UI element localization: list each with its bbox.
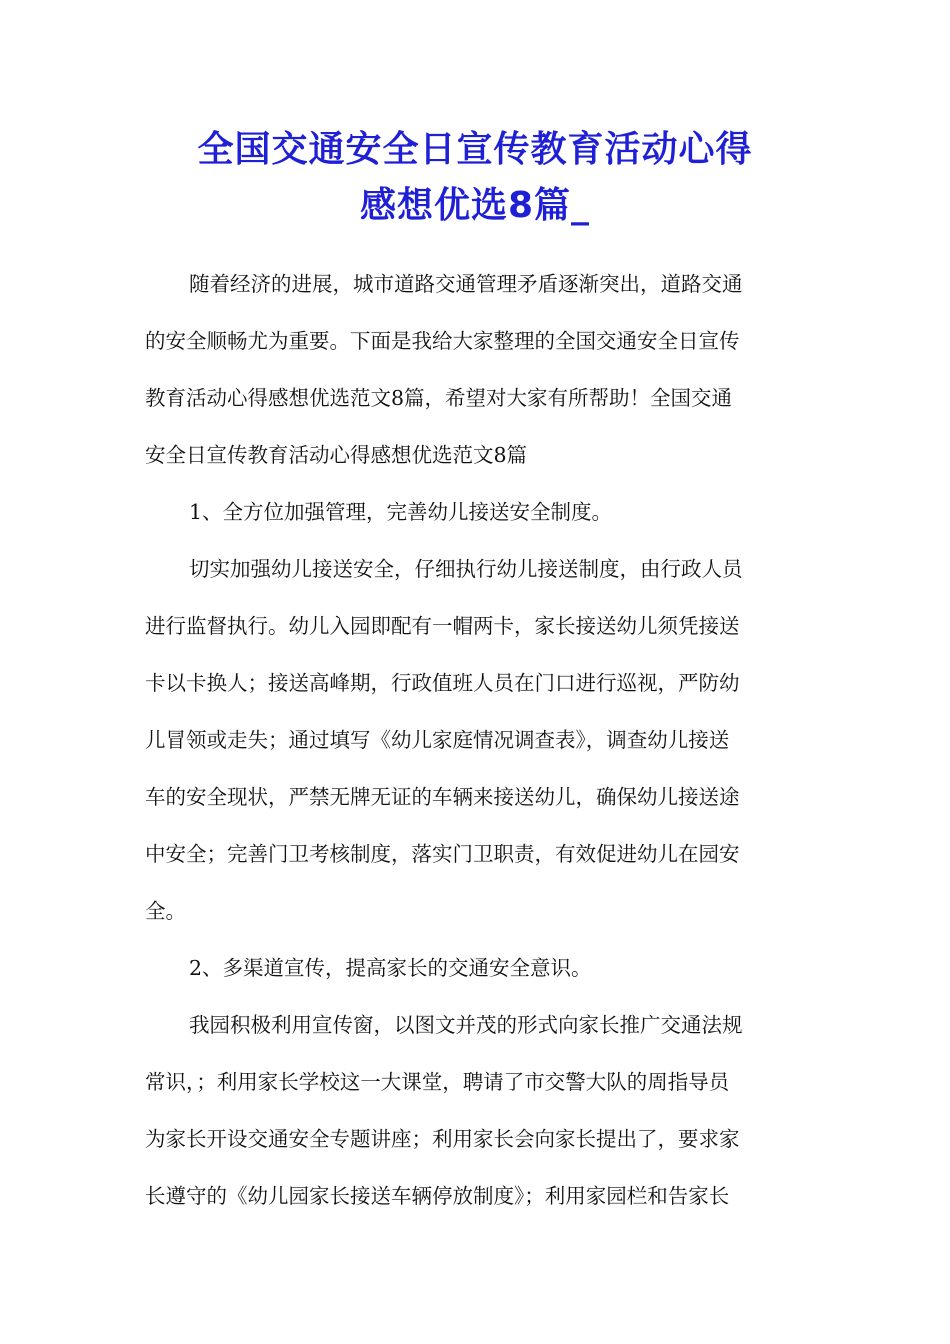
text-line: 1、全方位加强管理，完善幼儿接送安全制度。 bbox=[189, 500, 613, 524]
text-line: 全。 bbox=[145, 899, 186, 923]
text-line: 为家长开设交通安全专题讲座；利用家长会向家长提出了，要求家 bbox=[145, 1127, 740, 1151]
text-line: 车的安全现状，严禁无牌无证的车辆来接送幼儿，确保幼儿接送途 bbox=[145, 785, 740, 809]
intro-paragraph bbox=[145, 256, 807, 484]
text-line: 安全日宣传教育活动心得感想优选范文8篇 bbox=[145, 443, 528, 467]
text-line: 切实加强幼儿接送安全，仔细执行幼儿接送制度，由行政人员 bbox=[189, 557, 743, 581]
section-2-paragraph bbox=[145, 997, 807, 1225]
document-body bbox=[145, 256, 807, 1225]
text-line: 2、多渠道宣传，提高家长的交通安全意识。 bbox=[189, 956, 592, 980]
document-title bbox=[140, 122, 810, 234]
text-line: 长遵守的《幼儿园家长接送车辆停放制度》；利用家园栏和告家长 bbox=[145, 1184, 730, 1208]
title-line-1: 全国交通安全日宣传教育活动心得 bbox=[197, 129, 753, 170]
text-line: 儿冒领或走失；通过填写《幼儿家庭情况调查表》，调查幼儿接送 bbox=[145, 728, 730, 752]
section-1-paragraph bbox=[145, 541, 807, 940]
text-line: 进行监督执行。幼儿入园即配有一帽两卡，家长接送幼儿须凭接送 bbox=[145, 614, 740, 638]
text-line: 卡以卡换人；接送高峰期，行政值班人员在门口进行巡视，严防幼 bbox=[145, 671, 740, 695]
text-line: 教育活动心得感想优选范文8篇，希望对大家有所帮助！全国交通 bbox=[145, 386, 733, 410]
text-line: 我园积极利用宣传窗，以图文并茂的形式向家长推广交通法规 bbox=[189, 1013, 743, 1037]
text-line: 的安全顺畅尤为重要。下面是我给大家整理的全国交通安全日宣传 bbox=[145, 329, 740, 353]
text-line: 常识，；利用家长学校这一大课堂，聘请了市交警大队的周指导员 bbox=[145, 1070, 730, 1094]
text-line: 中安全；完善门卫考核制度，落实门卫职责，有效促进幼儿在园安 bbox=[145, 842, 740, 866]
section-heading-1 bbox=[145, 484, 807, 541]
section-heading-2 bbox=[145, 940, 807, 997]
title-line-2: 感想优选8篇_ bbox=[359, 185, 591, 226]
text-line: 随着经济的进展，城市道路交通管理矛盾逐渐突出，道路交通 bbox=[189, 272, 743, 296]
